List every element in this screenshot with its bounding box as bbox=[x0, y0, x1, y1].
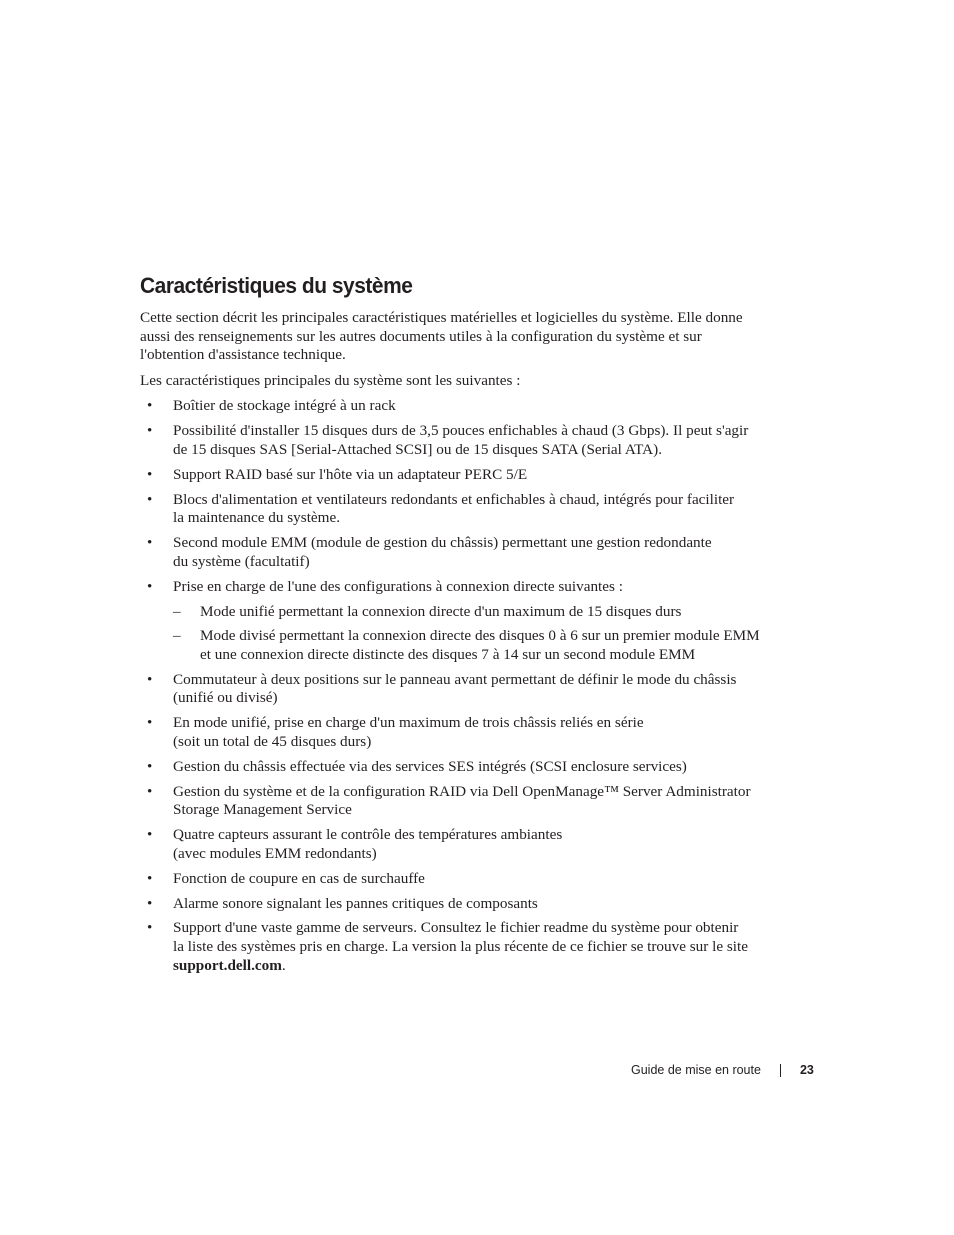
bullet-icon: • bbox=[147, 397, 153, 415]
page-content bbox=[140, 272, 790, 982]
bullet-icon: • bbox=[147, 465, 153, 483]
bullet-icon: • bbox=[147, 577, 153, 595]
list-item: • Quatre capteurs assurant le contrôle des températures ambiantes (avec modules EMM redondants) bbox=[147, 826, 563, 862]
bullet-icon: • bbox=[147, 757, 153, 775]
bullet-icon: • bbox=[147, 894, 153, 912]
list-item: • Boîtier de stockage intégré à un rack bbox=[147, 397, 396, 415]
bullet-icon: • bbox=[147, 670, 153, 688]
bullet-icon: • bbox=[147, 490, 153, 508]
footer-separator bbox=[780, 1064, 781, 1077]
list-item: • Alarme sonore signalant les pannes critiques de composants bbox=[147, 894, 538, 912]
list-item: • En mode unifié, prise en charge d'un maximum de trois châssis reliés en série (soit un total de 45 disques durs) bbox=[147, 714, 644, 750]
list-item: • Blocs d'alimentation et ventilateurs redondants et enfichables à chaud, intégrés pour faciliter la maintenance du système. bbox=[147, 490, 735, 527]
bullet-icon: • bbox=[147, 534, 153, 552]
list-item: • Second module EMM (module de gestion du châssis) permettant une gestion redondante du système (facultatif) bbox=[147, 534, 712, 570]
bullet-icon: • bbox=[147, 869, 153, 887]
sub-list bbox=[173, 603, 790, 665]
intro-line: l'obtention d'assistance technique. bbox=[140, 346, 346, 364]
list-item: • Prise en charge de l'une des configurations à connexion directe suivantes : – Mode unifié permettant la connexion directe d'un maximum de 15 disques durs – Mode divisé permettant la connexion directe des disques 0 à 6 sur un premier module EMM et une connexion directe distincte des disques 7 à 14 sur un second module EMM bbox=[140, 578, 790, 665]
list-item: • Commutateur à deux positions sur le panneau avant permettant de définir le mode du châssis (unifié ou divisé) bbox=[147, 670, 737, 707]
list-item: • Possibilité d'installer 15 disques durs de 3,5 pouces enfichables à chaud (3 Gbps). Il peut s'agir de 15 disques SAS [Serial-Attached SCSI] ou de 15 disques SATA (Serial ATA). bbox=[147, 422, 749, 458]
list-item: • Gestion du système et de la configuration RAID via Dell OpenManage™ Server Administrator Storage Management Service bbox=[147, 782, 751, 819]
bullet-icon: • bbox=[147, 919, 153, 937]
feature-list bbox=[140, 397, 790, 975]
list-item: • Fonction de coupure en cas de surchauffe bbox=[147, 869, 425, 887]
list-item: • Support d'une vaste gamme de serveurs. Consultez le fichier readme du système pour obtenir la liste des systèmes pris en charge. La version la plus récente de ce fichier se trouve sur le site support.dell.com. bbox=[147, 919, 748, 974]
page-number: 23 bbox=[799, 1063, 814, 1077]
list-item: • Support RAID basé sur l'hôte via un adaptateur PERC 5/E bbox=[147, 465, 528, 483]
bullet-icon: • bbox=[147, 826, 153, 844]
intro-line: aussi des renseignements sur les autres documents utiles à la configuration du système et sur bbox=[140, 327, 702, 345]
bullet-icon: • bbox=[147, 782, 153, 800]
list-item: • Gestion du châssis effectuée via des services SES intégrés (SCSI enclosure services) bbox=[147, 757, 687, 775]
bullet-icon: • bbox=[147, 714, 153, 732]
dash-icon: – bbox=[173, 627, 181, 645]
bullet-icon: • bbox=[147, 422, 153, 440]
support-link[interactable]: support.dell.com bbox=[173, 956, 282, 974]
sub-list-item: – Mode unifié permettant la connexion directe d'un maximum de 15 disques durs bbox=[173, 602, 682, 620]
page-title: Caractéristiques du système bbox=[140, 273, 413, 298]
dash-icon: – bbox=[173, 602, 181, 620]
lead-paragraph: Les caractéristiques principales du système sont les suivantes : bbox=[140, 371, 521, 389]
guide-title: Guide de mise en route bbox=[631, 1063, 761, 1077]
sub-list-item: – Mode divisé permettant la connexion directe des disques 0 à 6 sur un premier module EMM et une connexion directe distincte des disques 7 à 14 sur un second module EMM bbox=[173, 627, 760, 663]
intro-paragraph bbox=[140, 309, 790, 365]
intro-line: Cette section décrit les principales caractéristiques matérielles et logicielles du système. Elle donne bbox=[140, 309, 743, 326]
page-footer bbox=[631, 1061, 814, 1079]
